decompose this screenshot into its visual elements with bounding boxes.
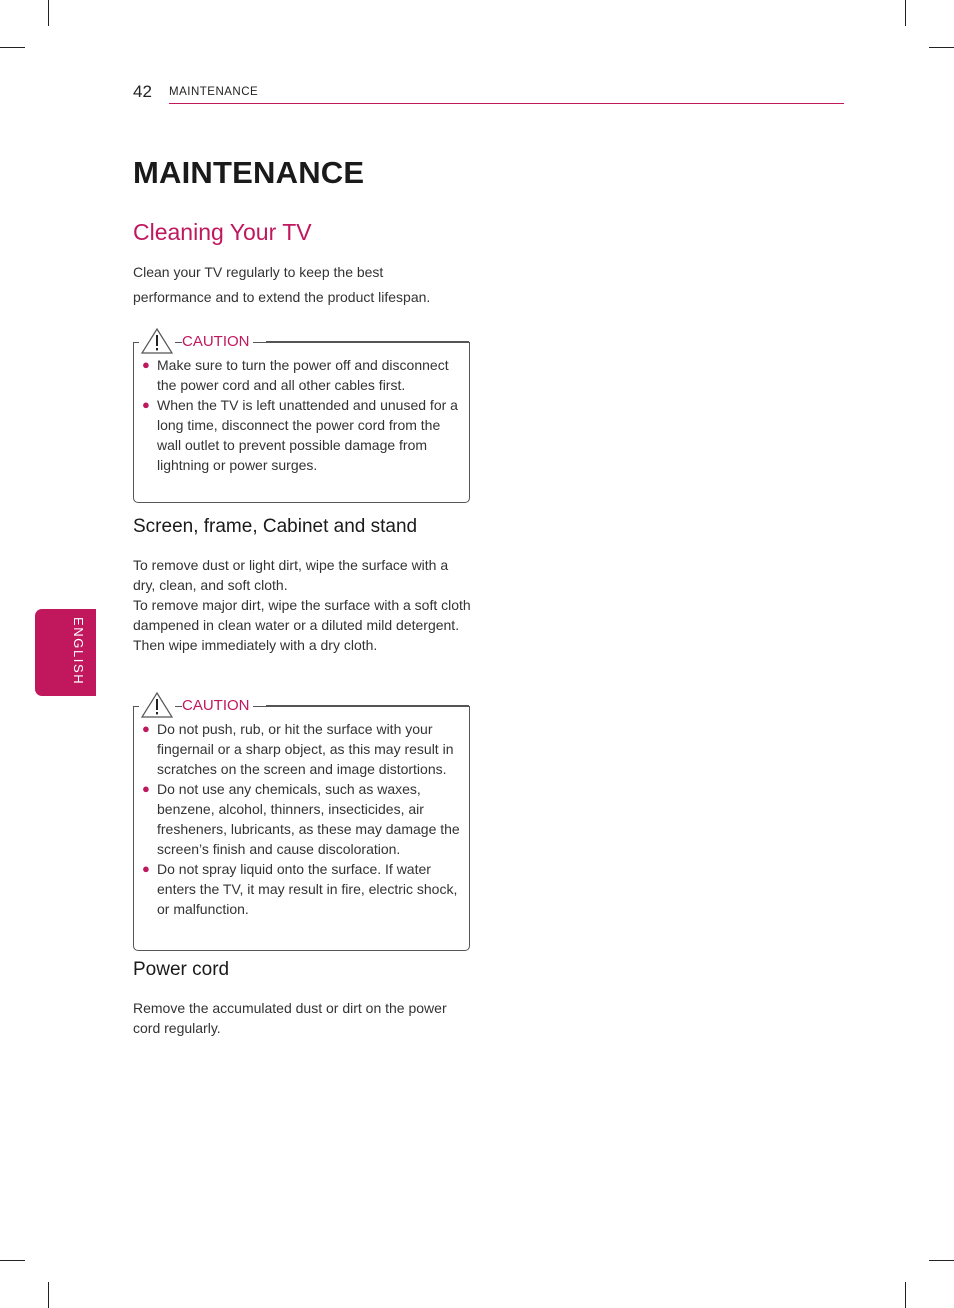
subsection-heading: Power cord xyxy=(133,959,230,980)
caution-box xyxy=(133,706,470,951)
crop-mark xyxy=(0,47,25,48)
caution-header-line xyxy=(266,705,469,706)
warning-triangle-icon xyxy=(139,327,175,355)
caution-header xyxy=(139,691,479,719)
running-header: MAINTENANCE xyxy=(169,86,259,98)
crop-mark xyxy=(929,1260,954,1261)
crop-mark xyxy=(905,1282,906,1308)
header-rule xyxy=(169,103,844,104)
language-tab-label: ENGLISH xyxy=(71,617,86,686)
crop-mark xyxy=(929,47,954,48)
caution-box xyxy=(133,342,470,503)
caution-header-line xyxy=(266,341,469,342)
crop-mark xyxy=(48,1282,49,1308)
caution-header xyxy=(139,327,479,355)
section-heading: Cleaning Your TV xyxy=(133,219,312,245)
bullet-icon: ● xyxy=(142,861,150,876)
subsection-heading: Screen, frame, Cabinet and stand xyxy=(133,516,418,537)
list-item: ● When the TV is left unattended and unused for a long time, disconnect the power cord from the wall outlet to prevent possible damage from lightning or power surges. xyxy=(142,397,458,473)
paragraph: Remove the accumulated dust or dirt on the power cord regularly. xyxy=(133,1000,447,1036)
crop-mark xyxy=(48,0,49,26)
caution-label: CAUTION xyxy=(182,697,253,714)
caution-list xyxy=(142,719,460,919)
list-item: ● Do not use any chemicals, such as waxes, benzene, alcohol, thinners, insecticides, air fresheners, lubricants, as these may damage the screen’s finish and cause discoloration. xyxy=(142,781,460,857)
list-item: ● Do not push, rub, or hit the surface with your fingernail or a sharp object, as this may result in scratches on the screen and image distortions. xyxy=(142,721,454,777)
list-item: ● Make sure to turn the power off and disconnect the power cord and all other cables first. xyxy=(142,357,449,393)
crop-mark xyxy=(905,0,906,26)
page-number: 42 xyxy=(133,82,152,101)
language-tab xyxy=(35,609,96,696)
page-title: MAINTENANCE xyxy=(133,155,365,190)
paragraph: To remove dust or light dirt, wipe the surface with a dry, clean, and soft cloth. To remove major dirt, wipe the surface with a soft cloth dampened in clean water or a diluted mild detergent. Then wipe immediately with a dry cloth. xyxy=(133,557,471,653)
bullet-icon: ● xyxy=(142,781,150,796)
bullet-icon: ● xyxy=(142,721,150,736)
crop-mark xyxy=(0,1260,25,1261)
bullet-icon: ● xyxy=(142,397,150,412)
caution-list xyxy=(142,355,460,475)
warning-triangle-icon xyxy=(139,691,175,719)
intro-line-2: performance and to extend the product lifespan. xyxy=(133,289,431,305)
intro-line-1: Clean your TV regularly to keep the best xyxy=(133,264,384,280)
caution-label: CAUTION xyxy=(182,333,253,350)
bullet-icon: ● xyxy=(142,357,150,372)
list-item: ● Do not spray liquid onto the surface. If water enters the TV, it may result in fire, electric shock, or malfunction. xyxy=(142,861,458,917)
